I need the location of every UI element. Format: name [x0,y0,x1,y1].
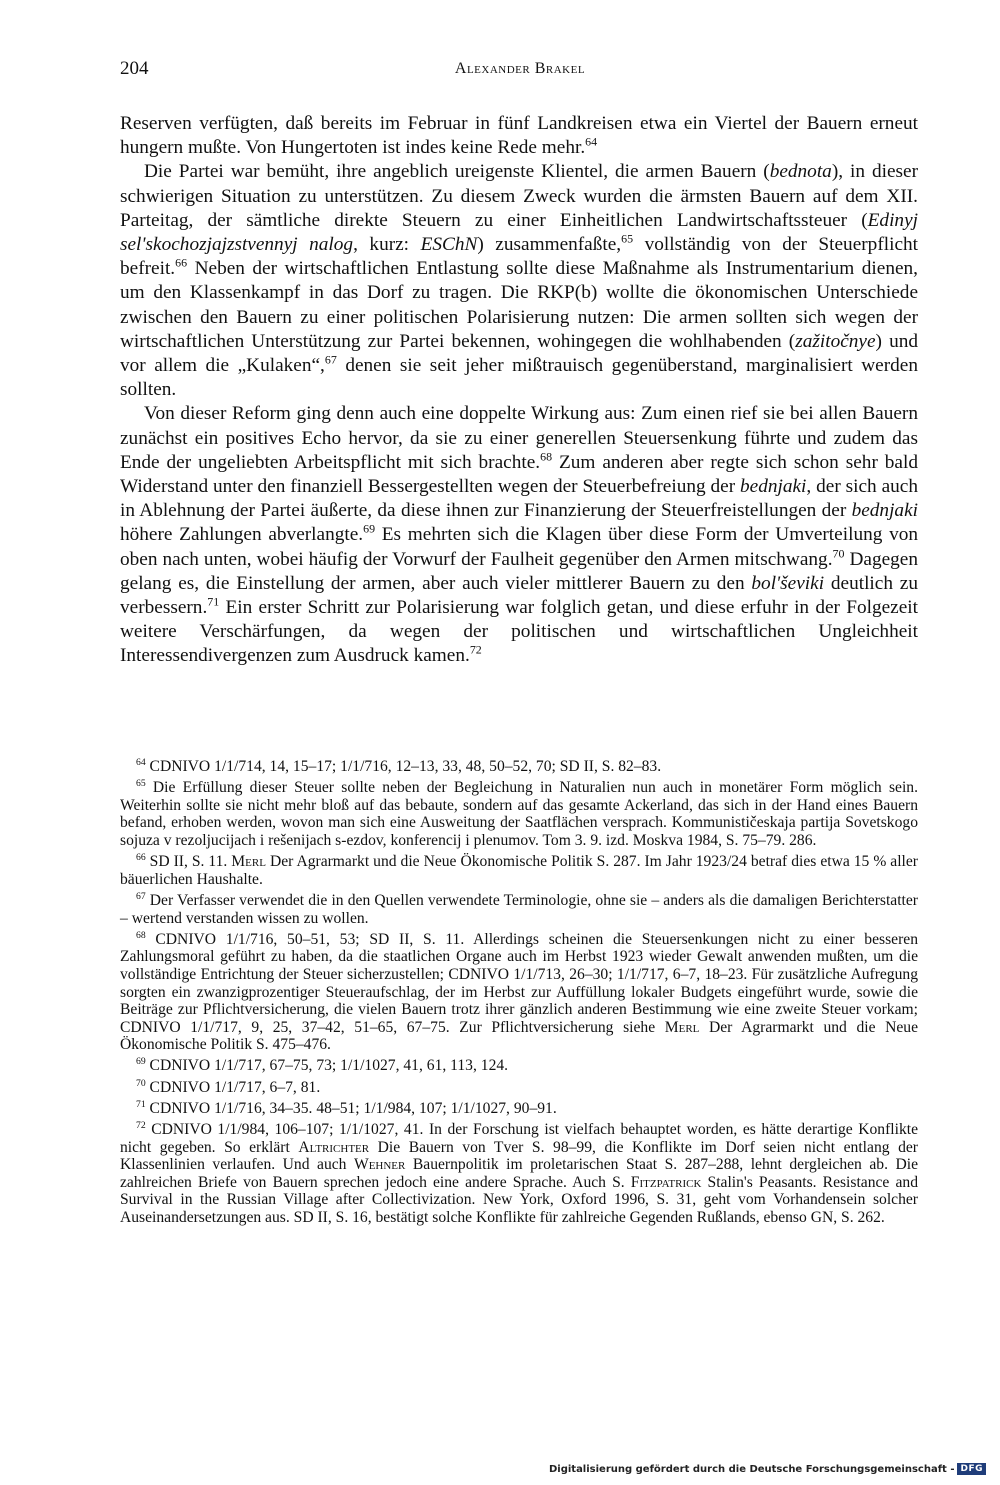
footnote: $^{72}$ CDNIVO 1/1/984, 106–107; 1/1/1027, 41. In der Forschung ist vielfach behauptet worden, es hätte derartige Konflikte nicht gegeben. So erklärt Altrichter Die Bauern von Tver S. 98–99, die Konflikte im Dorf seien nicht entlang der Klassenlinien verlaufen. Und auch Wehner Bauernpolitik im proletarischen Staat S. 287–288, lehnt dergleichen ab. Die zahlreichen Briefe von Bauern sprechen jedoch eine andere Sprache. Auch S. Fitzpatrick Stalin's Peasants. Resistance and Survival in the Russian Village after Collectivization. New York, Oxford 1996, S. 31, geht vom Vorhandensein solcher Auseinandersetzungen aus. SD II, S. 16, bestätigt solche Konflikte für zahlreiche Gegenden Rußlands, ebenso GN, S. 262. [120,1119,918,1226]
running-head: Alexander Brakel [454,60,586,77]
page-number: 204 [120,58,149,79]
paragraph: Die Partei war bemüht, ihre angeblich ureigenste Klientel, die armen Bauern (bednota), in dieser schwierigen Situation zu unterstützen. Zu diesem Zweck wurden die ärmsten Bauern auf dem XII. Parteitag, der sämtliche direkte Steuern zu einer Einheitlichen Landwirtschaftssteuer (Edinyj sel'skochozjajzstvennyj nalog, kurz: ESChN) zusammenfaßte,$^{65}$ vollständig von der Steuerpflicht befreit.$^{66}$ Neben der wirtschaftlichen Entlastung sollte diese Maßnahme als Instrumentarium dienen, um den Klassenkampf in das Dorf zu tragen. Die RKP(b) wollte die ökonomischen Unterschiede zwischen den Bauern zu einer politischen Polarisierung nutzen: Die armen sollten sich wegen der wirtschaftlichen Unterstützung zur Partei bekennen, wohingegen die wohlhabenden (zažitočnye) und vor allem die „Kulaken“,$^{67}$ denen sie seit jeher mißtrauisch gegenüberstand, marginalisiert werden sollten. [120,161,919,401]
footnote-ref[interactable]: 69 [363,522,376,537]
paragraph: Reserven verfügten, daß bereits im Februar in fünf Landkreisen etwa ein Viertel der Bauern erneut hungern mußte. Von Hungertoten ist indes keine Rede mehr.$^{64}$ [120,113,918,159]
footnote: $^{70}$ CDNIVO 1/1/717, 6–7, 81. [136,1077,321,1096]
footnote: $^{64}$ CDNIVO 1/1/714, 14, 15–17; 1/1/716, 12–13, 33, 48, 50–52, 70; SD II, S. 82–83. [136,756,662,775]
body-text [120,112,918,669]
footnote: $^{68}$ CDNIVO 1/1/716, 50–51, 53; SD II, S. 11. Allerdings scheinen die Steuersenkungen nicht zu einer besseren Zahlungsmoral geführt zu haben, da die staatlichen Organe auch im Herbst 1923 wieder Gewalt anwenden mußten, um die vollständige Entrichtung der Steuer sicherzustellen; CDNIVO 1/1/713, 26–30; 1/1/717, 6–7, 18–23. Für zusätzliche Aufregung sorgten ein zwanzigprozentiger Steueraufschlag, der im Herbst zur Auffüllung lokaler Budgets eingeführt wurde, sowie die Beiträge zur Pflichtversicherung, die vielen Bauern trotz ihrer gänzlich anderen Bestimmung wie eine zweite Steuer vorkam; CDNIVO 1/1/717, 9, 25, 37–42, 51–65, 67–75. Zur Pflichtversicherung siehe Merl Der Agrarmarkt und die Neue Ökonomische Politik S. 475–476. [120,929,918,1054]
author-name: Fitzpatrick [630,1173,702,1191]
footnote-number: 71 [136,1098,146,1110]
author-name: Merl [231,853,266,871]
footnotes [120,758,918,1230]
footnote-ref[interactable]: 70 [832,546,845,561]
footnote-ref[interactable]: 64 [585,134,598,149]
footnote-ref[interactable]: 67 [324,352,337,367]
footnote-number: 67 [136,890,146,902]
footnote-ref[interactable]: 71 [207,594,220,609]
footnote: $^{65}$ Die Erfüllung dieser Steuer sollte neben der Begleichung in Naturalien nun auch in monetärer Form möglich sein. Weiterhin sollte sie nicht mehr bloß auf das bebaute, sondern auf das gesamte Ackerland, das sich in der Hand eines Bauern befand, erhoben werden, wovon man sich eine Ausweitung der Saatflächen versprach. Kommunističeskaja partija Sovetskogo sojuza v rezoljucijach i rešenijach s-ezdov, konferencij i plenumov. Tom 3. 9. izd. Moskva 1984, S. 75–79. 286. [120,778,918,849]
page-header [120,58,920,88]
footnote: $^{67}$ Der Verfasser verwendet die in den Quellen verwendete Terminologie, ohne sie – anders als die damaligen Berichterstatter – wertend verstanden wissen zu wollen. [120,890,918,927]
footnote-number: 72 [136,1119,146,1131]
footnote-number: 69 [136,1056,146,1068]
digitization-footer [549,1463,986,1475]
author-name: Wehner [353,1156,406,1174]
footnote-number: 64 [136,756,146,768]
footnote-ref[interactable]: 72 [469,643,482,658]
author-name: Altrichter [298,1138,370,1156]
footnote: $^{66}$ SD II, S. 11. Merl Der Agrarmarkt und die Neue Ökonomische Politik S. 287. Im Jahr 1923/24 betraf dies etwa 15 % aller bäuerlichen Haushalte. [120,851,918,888]
footnote-number: 66 [136,851,146,863]
footnote-ref[interactable]: 65 [621,231,634,246]
footnote-number: 70 [136,1077,146,1089]
footnote-number: 68 [136,929,146,941]
footnote-ref[interactable]: 66 [175,255,188,270]
author-name: Merl [664,1018,700,1036]
footnote: $^{71}$ CDNIVO 1/1/716, 34–35. 48–51; 1/1/984, 107; 1/1/1027, 90–91. [136,1098,557,1117]
footnote: $^{69}$ CDNIVO 1/1/717, 67–75, 73; 1/1/1027, 41, 61, 113, 124. [136,1056,509,1075]
dfg-logo: DFG [957,1463,986,1475]
footnote-ref[interactable]: 68 [540,449,553,464]
footnote-number: 65 [136,778,146,789]
paragraph: Von dieser Reform ging denn auch eine doppelte Wirkung aus: Zum einen rief sie bei allen Bauern zunächst ein positives Echo hervor, da sie zu einer generellen Steuersenkung führte und zudem das Ende der ungeliebten Arbeitspflicht mit sich brachte.$^{68}$ Zum anderen aber regte sich schon sehr bald Widerstand unter den finanziell Bessergestellten wegen der Steuerbefreiung der bednjaki, der sich auch in Ablehnung der Partei äußerte, da diese ihnen zur Finanzierung der Steuerfreistellungen der bednjaki höhere Zahlungen abverlangte.$^{69}$ Es mehrten sich die Klagen über diese Form der Umverteilung von oben nach unten, wobei häufig der Vorwurf der Faulheit gegenüber den Armen mitschwang.$^{70}$ Dagegen gelang es, die Einstellung der armen, aber auch vieler mittlerer Bauern zu den bol'ševiki deutlich zu verbessern.$^{71}$ Ein erster Schritt zur Polarisierung war folglich getan, und diese erfuhr in der Folgezeit weitere Verschärfungen, da wegen der politischen und wirtschaftlichen Ungleichheit Interessendivergenzen zum Ausdruck kamen.$^{72}$ [120,403,919,667]
footer-text: Digitalisierung gefördert durch die Deutsche Forschungsgemeinschaft - [548,1463,955,1475]
